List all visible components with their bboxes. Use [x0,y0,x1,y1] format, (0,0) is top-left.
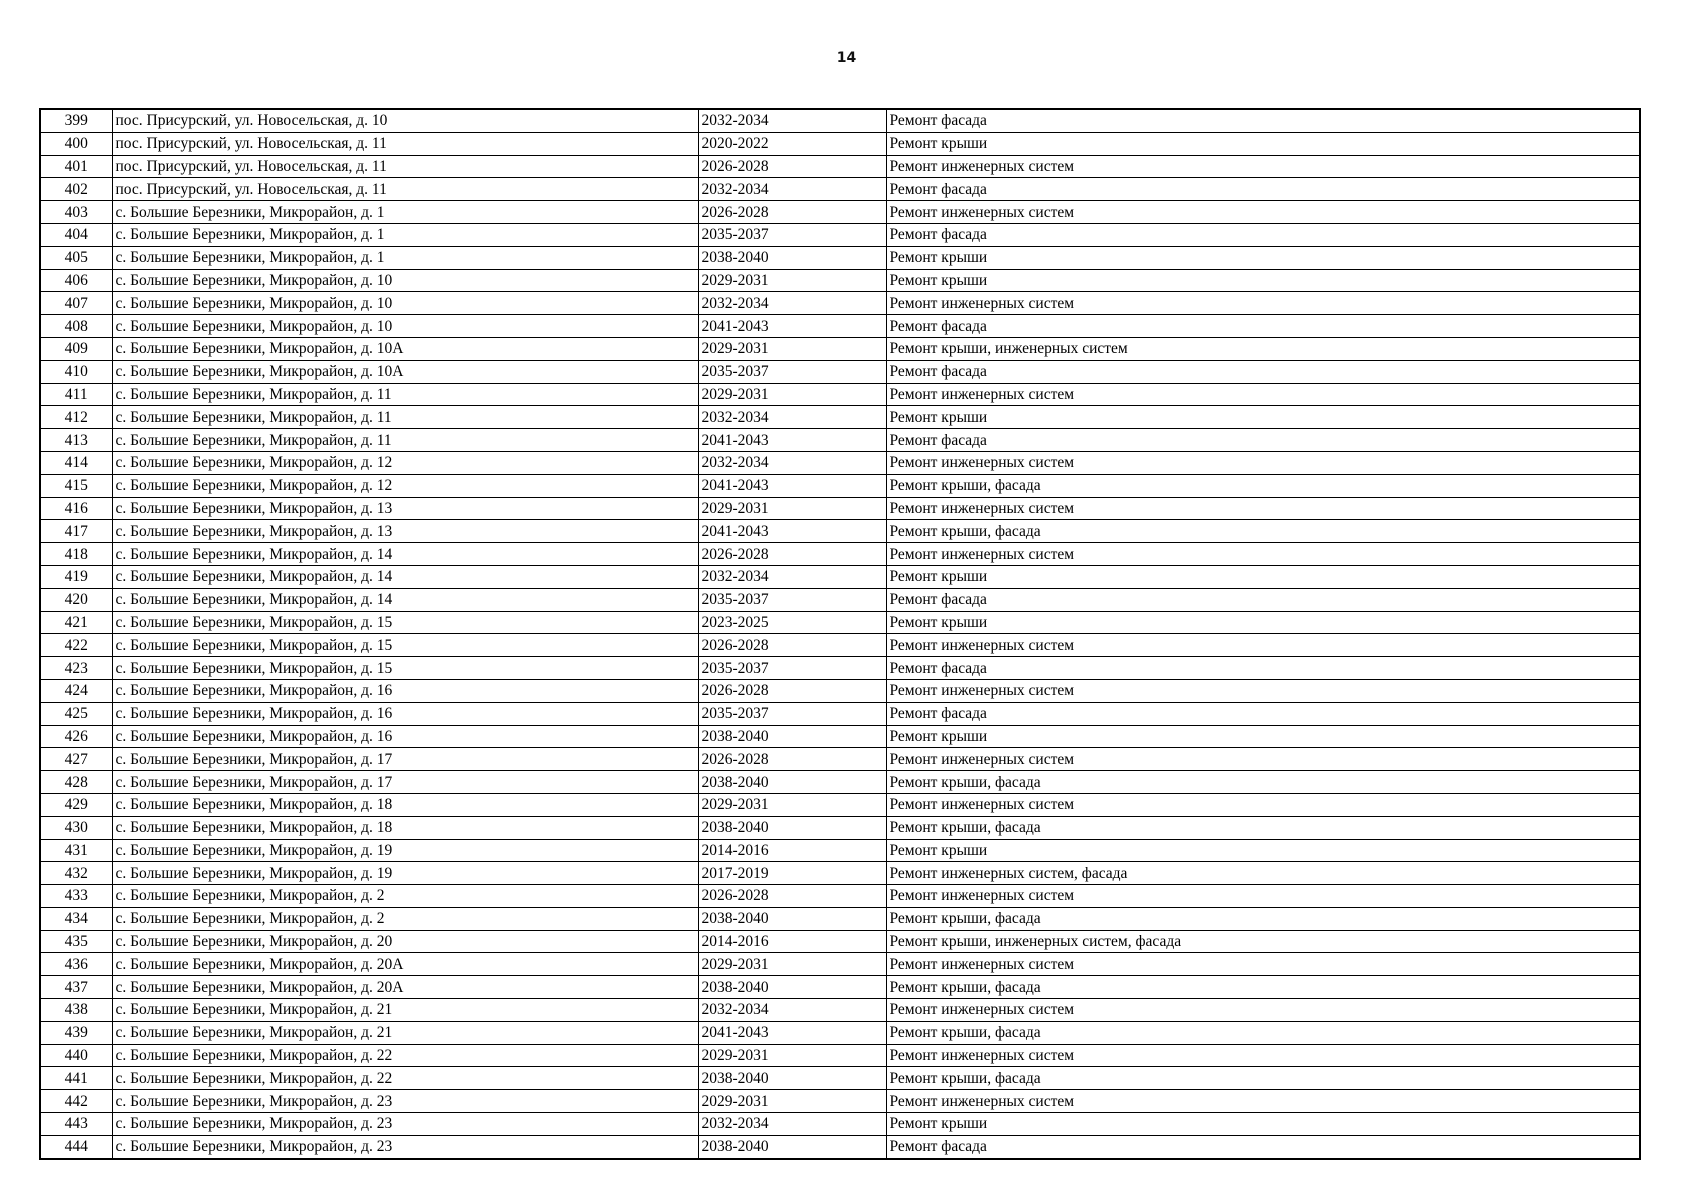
row-number-cell: 442 [40,1090,112,1113]
row-number-cell: 434 [40,907,112,930]
address-cell: с. Большие Березники, Микрорайон, д. 16 [112,702,698,725]
table-row [40,999,1640,1022]
period-cell: 2026-2028 [698,543,886,566]
work-type-cell: Ремонт крыши [886,565,1640,588]
row-number-cell: 415 [40,474,112,497]
work-type-cell: Ремонт инженерных систем [886,793,1640,816]
period-cell: 2026-2028 [698,748,886,771]
period-cell: 2041-2043 [698,429,886,452]
work-type-cell: Ремонт фасада [886,360,1640,383]
address-cell: с. Большие Березники, Микрорайон, д. 17 [112,748,698,771]
address-cell: с. Большие Березники, Микрорайон, д. 2 [112,907,698,930]
work-type-cell: Ремонт инженерных систем [886,748,1640,771]
work-type-cell: Ремонт крыши, инженерных систем, фасада [886,930,1640,953]
work-type-cell: Ремонт фасада [886,315,1640,338]
work-type-cell: Ремонт инженерных систем, фасада [886,862,1640,885]
work-type-cell: Ремонт фасада [886,109,1640,132]
period-cell: 2035-2037 [698,223,886,246]
table-row [40,657,1640,680]
table-row [40,611,1640,634]
table-row [40,1067,1640,1090]
row-number-cell: 420 [40,588,112,611]
row-number-cell: 402 [40,178,112,201]
table-row [40,1044,1640,1067]
row-number-cell: 418 [40,543,112,566]
table-row [40,474,1640,497]
period-cell: 2026-2028 [698,679,886,702]
work-type-cell: Ремонт крыши [886,246,1640,269]
address-cell: с. Большие Березники, Микрорайон, д. 16 [112,679,698,702]
work-type-cell: Ремонт фасада [886,588,1640,611]
table-row [40,132,1640,155]
table-row [40,907,1640,930]
table-row [40,771,1640,794]
row-number-cell: 401 [40,155,112,178]
address-cell: с. Большие Березники, Микрорайон, д. 10 [112,269,698,292]
row-number-cell: 417 [40,520,112,543]
address-cell: с. Большие Березники, Микрорайон, д. 14 [112,543,698,566]
address-cell: с. Большие Березники, Микрорайон, д. 10 [112,292,698,315]
address-cell: с. Большие Березники, Микрорайон, д. 12 [112,451,698,474]
table-row [40,543,1640,566]
period-cell: 2026-2028 [698,155,886,178]
work-type-cell: Ремонт фасада [886,223,1640,246]
row-number-cell: 406 [40,269,112,292]
period-cell: 2038-2040 [698,1067,886,1090]
table-row [40,178,1640,201]
work-type-cell: Ремонт крыши, фасада [886,474,1640,497]
period-cell: 2032-2034 [698,999,886,1022]
address-cell: с. Большие Березники, Микрорайон, д. 12 [112,474,698,497]
table-row [40,451,1640,474]
work-type-cell: Ремонт крыши, фасада [886,1067,1640,1090]
period-cell: 2026-2028 [698,201,886,224]
address-cell: с. Большие Березники, Микрорайон, д. 18 [112,816,698,839]
work-type-cell: Ремонт крыши, фасада [886,907,1640,930]
work-type-cell: Ремонт крыши [886,725,1640,748]
period-cell: 2035-2037 [698,702,886,725]
work-type-cell: Ремонт крыши, инженерных систем [886,337,1640,360]
period-cell: 2026-2028 [698,885,886,908]
row-number-cell: 440 [40,1044,112,1067]
row-number-cell: 437 [40,976,112,999]
work-type-cell: Ремонт инженерных систем [886,1090,1640,1113]
period-cell: 2032-2034 [698,292,886,315]
work-type-cell: Ремонт крыши, фасада [886,976,1640,999]
table-row [40,497,1640,520]
table-row [40,565,1640,588]
work-type-cell: Ремонт инженерных систем [886,451,1640,474]
period-cell: 2032-2034 [698,565,886,588]
work-type-cell: Ремонт крыши, фасада [886,1021,1640,1044]
work-type-cell: Ремонт инженерных систем [886,885,1640,908]
row-number-cell: 400 [40,132,112,155]
address-cell: с. Большие Березники, Микрорайон, д. 23 [112,1090,698,1113]
period-cell: 2026-2028 [698,634,886,657]
period-cell: 2035-2037 [698,588,886,611]
period-cell: 2029-2031 [698,497,886,520]
period-cell: 2029-2031 [698,383,886,406]
table-row [40,702,1640,725]
address-cell: с. Большие Березники, Микрорайон, д. 1 [112,246,698,269]
table-row [40,269,1640,292]
row-number-cell: 433 [40,885,112,908]
period-cell: 2041-2043 [698,520,886,543]
address-cell: с. Большие Березники, Микрорайон, д. 1 [112,201,698,224]
address-cell: с. Большие Березники, Микрорайон, д. 11 [112,429,698,452]
address-cell: с. Большие Березники, Микрорайон, д. 13 [112,520,698,543]
row-number-cell: 424 [40,679,112,702]
work-type-cell: Ремонт фасада [886,178,1640,201]
row-number-cell: 429 [40,793,112,816]
address-cell: с. Большие Березники, Микрорайон, д. 11 [112,406,698,429]
row-number-cell: 422 [40,634,112,657]
address-cell: с. Большие Березники, Микрорайон, д. 21 [112,1021,698,1044]
period-cell: 2029-2031 [698,1044,886,1067]
address-cell: с. Большие Березники, Микрорайон, д. 10 [112,315,698,338]
work-type-cell: Ремонт фасада [886,1135,1640,1158]
address-cell: с. Большие Березники, Микрорайон, д. 1 [112,223,698,246]
table-row [40,246,1640,269]
work-type-cell: Ремонт инженерных систем [886,679,1640,702]
work-type-cell: Ремонт крыши [886,611,1640,634]
row-number-cell: 436 [40,953,112,976]
address-cell: с. Большие Березники, Микрорайон, д. 19 [112,839,698,862]
table-row [40,839,1640,862]
address-cell: с. Большие Березники, Микрорайон, д. 14 [112,588,698,611]
address-cell: с. Большие Березники, Микрорайон, д. 23 [112,1113,698,1136]
address-cell: с. Большие Березники, Микрорайон, д. 10А [112,360,698,383]
work-type-cell: Ремонт инженерных систем [886,155,1640,178]
address-cell: с. Большие Березники, Микрорайон, д. 15 [112,657,698,680]
work-type-cell: Ремонт инженерных систем [886,953,1640,976]
repair-schedule-table [39,108,1641,1160]
row-number-cell: 414 [40,451,112,474]
period-cell: 2032-2034 [698,1113,886,1136]
row-number-cell: 411 [40,383,112,406]
row-number-cell: 441 [40,1067,112,1090]
table-row [40,292,1640,315]
table-row [40,816,1640,839]
row-number-cell: 419 [40,565,112,588]
table-row [40,862,1640,885]
row-number-cell: 439 [40,1021,112,1044]
address-cell: пос. Присурский, ул. Новосельская, д. 11 [112,155,698,178]
work-type-cell: Ремонт инженерных систем [886,999,1640,1022]
work-type-cell: Ремонт крыши, фасада [886,816,1640,839]
address-cell: с. Большие Березники, Микрорайон, д. 18 [112,793,698,816]
period-cell: 2014-2016 [698,930,886,953]
work-type-cell: Ремонт крыши [886,269,1640,292]
address-cell: с. Большие Березники, Микрорайон, д. 20А [112,953,698,976]
work-type-cell: Ремонт крыши [886,132,1640,155]
work-type-cell: Ремонт инженерных систем [886,634,1640,657]
row-number-cell: 416 [40,497,112,520]
table-row [40,406,1640,429]
table-row [40,201,1640,224]
period-cell: 2020-2022 [698,132,886,155]
work-type-cell: Ремонт крыши [886,406,1640,429]
table-row [40,976,1640,999]
period-cell: 2035-2037 [698,360,886,383]
address-cell: с. Большие Березники, Микрорайон, д. 19 [112,862,698,885]
table-row [40,930,1640,953]
row-number-cell: 412 [40,406,112,429]
period-cell: 2041-2043 [698,315,886,338]
work-type-cell: Ремонт инженерных систем [886,543,1640,566]
period-cell: 2038-2040 [698,1135,886,1158]
row-number-cell: 430 [40,816,112,839]
table-row [40,725,1640,748]
address-cell: с. Большие Березники, Микрорайон, д. 21 [112,999,698,1022]
work-type-cell: Ремонт крыши, фасада [886,520,1640,543]
address-cell: с. Большие Березники, Микрорайон, д. 23 [112,1135,698,1158]
period-cell: 2038-2040 [698,816,886,839]
work-type-cell: Ремонт инженерных систем [886,383,1640,406]
period-cell: 2041-2043 [698,474,886,497]
period-cell: 2041-2043 [698,1021,886,1044]
period-cell: 2038-2040 [698,771,886,794]
table-row [40,109,1640,132]
address-cell: с. Большие Березники, Микрорайон, д. 11 [112,383,698,406]
address-cell: с. Большие Березники, Микрорайон, д. 22 [112,1067,698,1090]
row-number-cell: 431 [40,839,112,862]
row-number-cell: 421 [40,611,112,634]
row-number-cell: 399 [40,109,112,132]
work-type-cell: Ремонт крыши [886,839,1640,862]
table-row [40,1090,1640,1113]
table-row [40,315,1640,338]
address-cell: пос. Присурский, ул. Новосельская, д. 10 [112,109,698,132]
table-body [40,109,1640,1159]
address-cell: с. Большие Березники, Микрорайон, д. 10А [112,337,698,360]
table-row [40,679,1640,702]
address-cell: с. Большие Березники, Микрорайон, д. 20А [112,976,698,999]
table-row [40,360,1640,383]
row-number-cell: 425 [40,702,112,725]
table-row [40,793,1640,816]
work-type-cell: Ремонт фасада [886,429,1640,452]
table-row [40,155,1640,178]
work-type-cell: Ремонт инженерных систем [886,201,1640,224]
row-number-cell: 426 [40,725,112,748]
table-row [40,520,1640,543]
table-row [40,1021,1640,1044]
row-number-cell: 444 [40,1135,112,1158]
row-number-cell: 443 [40,1113,112,1136]
table-row [40,1113,1640,1136]
table-row [40,429,1640,452]
table-row [40,223,1640,246]
row-number-cell: 410 [40,360,112,383]
address-cell: пос. Присурский, ул. Новосельская, д. 11 [112,178,698,201]
address-cell: с. Большие Березники, Микрорайон, д. 2 [112,885,698,908]
period-cell: 2029-2031 [698,953,886,976]
work-type-cell: Ремонт инженерных систем [886,292,1640,315]
row-number-cell: 408 [40,315,112,338]
period-cell: 2023-2025 [698,611,886,634]
period-cell: 2029-2031 [698,1090,886,1113]
address-cell: с. Большие Березники, Микрорайон, д. 20 [112,930,698,953]
table-row [40,748,1640,771]
period-cell: 2014-2016 [698,839,886,862]
period-cell: 2029-2031 [698,337,886,360]
period-cell: 2029-2031 [698,793,886,816]
period-cell: 2032-2034 [698,178,886,201]
table-row [40,383,1640,406]
period-cell: 2032-2034 [698,451,886,474]
row-number-cell: 404 [40,223,112,246]
period-cell: 2038-2040 [698,976,886,999]
address-cell: с. Большие Березники, Микрорайон, д. 22 [112,1044,698,1067]
address-cell: с. Большие Березники, Микрорайон, д. 14 [112,565,698,588]
address-cell: пос. Присурский, ул. Новосельская, д. 11 [112,132,698,155]
row-number-cell: 432 [40,862,112,885]
work-type-cell: Ремонт крыши, фасада [886,771,1640,794]
row-number-cell: 435 [40,930,112,953]
address-cell: с. Большие Березники, Микрорайон, д. 15 [112,634,698,657]
period-cell: 2035-2037 [698,657,886,680]
table-row [40,1135,1640,1158]
period-cell: 2038-2040 [698,246,886,269]
period-cell: 2029-2031 [698,269,886,292]
row-number-cell: 427 [40,748,112,771]
row-number-cell: 423 [40,657,112,680]
row-number-cell: 403 [40,201,112,224]
address-cell: с. Большие Березники, Микрорайон, д. 15 [112,611,698,634]
period-cell: 2032-2034 [698,406,886,429]
page-number: 14 [836,50,857,66]
period-cell: 2032-2034 [698,109,886,132]
row-number-cell: 407 [40,292,112,315]
row-number-cell: 428 [40,771,112,794]
row-number-cell: 438 [40,999,112,1022]
period-cell: 2017-2019 [698,862,886,885]
table-row [40,634,1640,657]
period-cell: 2038-2040 [698,907,886,930]
period-cell: 2038-2040 [698,725,886,748]
table-row [40,953,1640,976]
address-cell: с. Большие Березники, Микрорайон, д. 17 [112,771,698,794]
address-cell: с. Большие Березники, Микрорайон, д. 16 [112,725,698,748]
address-cell: с. Большие Березники, Микрорайон, д. 13 [112,497,698,520]
row-number-cell: 409 [40,337,112,360]
work-type-cell: Ремонт инженерных систем [886,1044,1640,1067]
work-type-cell: Ремонт инженерных систем [886,497,1640,520]
work-type-cell: Ремонт фасада [886,657,1640,680]
work-type-cell: Ремонт фасада [886,702,1640,725]
table-row [40,885,1640,908]
table-row [40,337,1640,360]
table-row [40,588,1640,611]
work-type-cell: Ремонт крыши [886,1113,1640,1136]
row-number-cell: 413 [40,429,112,452]
row-number-cell: 405 [40,246,112,269]
